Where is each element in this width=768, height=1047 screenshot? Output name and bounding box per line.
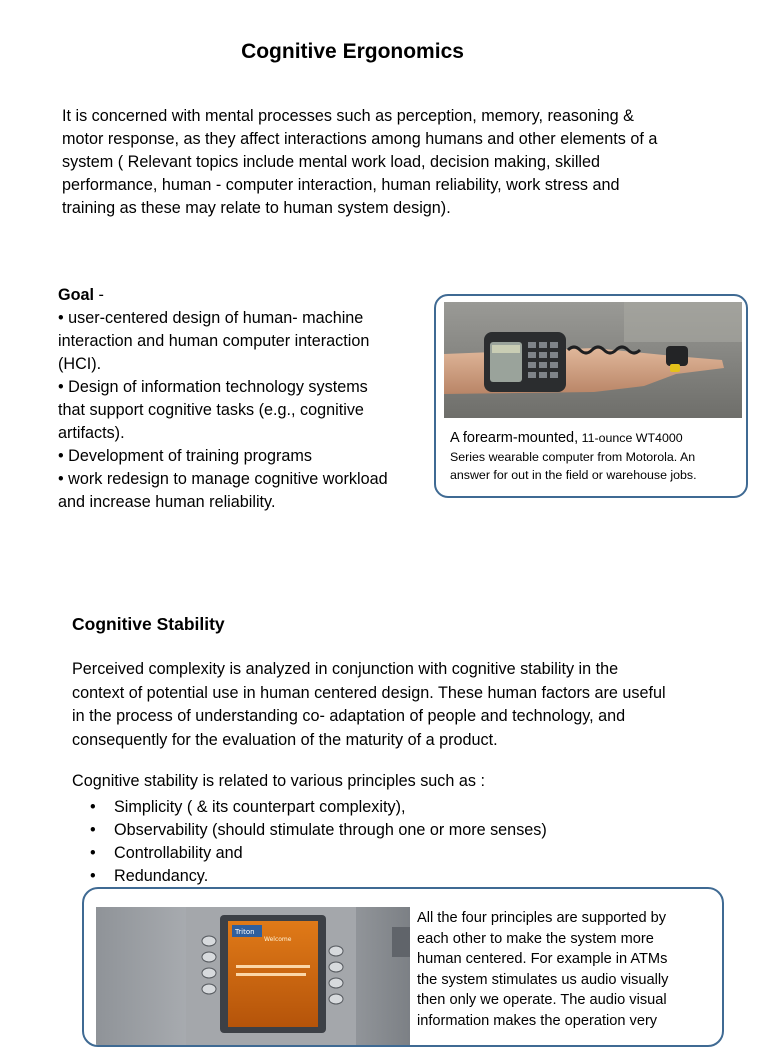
caption-rest: 11-ounce WT4000 (578, 431, 683, 445)
wearable-computer-photo (444, 302, 742, 418)
atm-card (82, 887, 724, 1047)
principle-text: Redundancy. (114, 867, 209, 885)
intro-line: system ( Relevant topics include mental work load, decision making, skilled (62, 153, 601, 171)
list-item (90, 842, 547, 865)
caption-emphasis: forearm-mounted, (462, 430, 579, 446)
intro-line: training as these may relate to human system design). (62, 199, 451, 217)
caption-line: Series wearable computer from Motorola. An (450, 449, 696, 464)
caption-a: A (450, 430, 463, 446)
intro-line: performance, human - computer interaction, human reliability, work stress and (62, 176, 620, 194)
goal-section (58, 284, 428, 514)
atm-line: then only we operate. The audio visual (417, 992, 667, 1008)
principle-text: Observability (should stimulate through one or more senses) (114, 821, 547, 839)
atm-line: the system stimulates us audio visually (417, 971, 669, 988)
goal-line: (HCI). (58, 355, 102, 373)
bullet: • (90, 867, 96, 885)
paragraph-line: consequently for the evaluation of the maturity of a product. (72, 730, 498, 749)
paragraph-line: in the process of understanding co- adaptation of people and technology, and (72, 707, 626, 725)
atm-photo (96, 907, 410, 1047)
cognitive-stability-paragraph (72, 658, 742, 752)
page-title: Cognitive Ergonomics (241, 40, 464, 63)
intro-line: motor response, as they affect interactions among humans and other elements of a (62, 130, 658, 148)
wearable-computer-card (434, 294, 748, 498)
wearable-computer-caption (450, 429, 740, 485)
goal-line: • Development of training programs (58, 447, 312, 465)
atm-line: information makes the operation very (417, 1012, 658, 1029)
atm-description (417, 908, 717, 1031)
principles-list (90, 796, 547, 888)
list-item (90, 865, 547, 888)
goal-line: that support cognitive tasks (e.g., cognitive (58, 401, 364, 419)
caption-line (450, 429, 740, 448)
bullet: • (90, 844, 96, 862)
bullet: • (90, 798, 96, 816)
atm-line: human centered. For example in ATMs (417, 951, 668, 967)
goal-line: • Design of information technology systems (58, 378, 368, 396)
paragraph-line: context of potential use in human centered design. These human factors are useful (72, 683, 666, 702)
goal-line: • work redesign to manage cognitive workload (58, 470, 388, 488)
cognitive-stability-heading: Cognitive Stability (72, 614, 225, 634)
intro-paragraph (62, 105, 732, 220)
goal-line: and increase human reliability. (58, 493, 276, 511)
list-item (90, 796, 547, 819)
atm-line: each other to make the system more (417, 930, 654, 947)
atm-line: All the four principles are supported by (417, 910, 667, 926)
paragraph-line: Perceived complexity is analyzed in conjunction with cognitive stability in the (72, 660, 619, 678)
bullet: • (90, 821, 96, 839)
goal-line: • user-centered design of human- machine (58, 309, 364, 327)
list-item (90, 819, 547, 842)
goal-label: Goal (58, 286, 94, 304)
principle-text: Controllability and (114, 844, 243, 862)
atm-screen-brand: Triton (235, 928, 255, 936)
goal-line: artifacts). (58, 424, 125, 442)
principle-text: Simplicity ( & its counterpart complexity), (114, 798, 406, 816)
principles-lead: Cognitive stability is related to various principles such as : (72, 772, 485, 790)
goal-heading (58, 284, 428, 307)
atm-screen-text: Welcome (264, 936, 292, 943)
goal-line: interaction and human computer interaction (58, 332, 370, 350)
goal-dash: - (93, 286, 104, 304)
caption-line: answer for out in the field or warehouse jobs. (450, 468, 697, 482)
intro-line: It is concerned with mental processes such as perception, memory, reasoning & (62, 107, 634, 125)
